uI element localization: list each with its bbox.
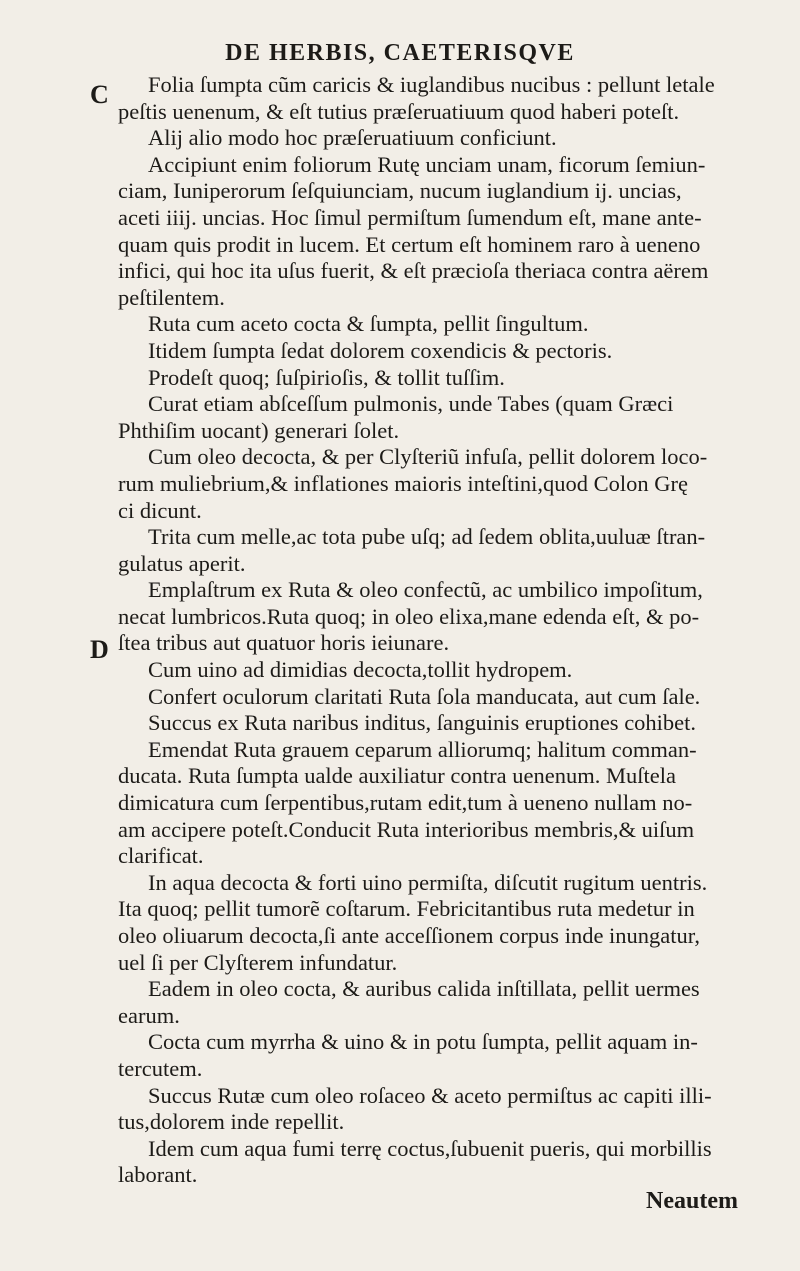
text-line: Prodeſt quoq; ſuſpirioſis, & tollit tuſſim.: [148, 364, 505, 390]
text-line: uel ſi per Clyſterem infundatur.: [118, 949, 398, 975]
text-line: Folia ſumpta cũm caricis & iuglandibus nucibus : pellunt letale: [148, 72, 715, 97]
text-line: Ruta cum aceto cocta & ſumpta, pellit ſingultum.: [148, 311, 589, 337]
catchword: Neautem: [646, 1188, 738, 1214]
text-line: Accipiunt enim foliorum Rutę unciam unam, ficorum ſemiun-: [148, 151, 706, 177]
text-line: Cocta cum myrrha & uino & in potu ſumpta, pellit aquam in-: [148, 1029, 698, 1055]
text-line: gulatus aperit.: [118, 550, 246, 576]
text-line: ci dicunt.: [118, 497, 202, 523]
text-line: tus,dolorem inde repellit.: [118, 1109, 345, 1135]
text-line: quam quis prodit in lucem. Et certum eſt hominem raro à ueneno: [118, 231, 701, 257]
text-line: infici, qui hoc ita uſus fuerit, & eſt præcioſa theriaca contra aërem: [118, 258, 709, 284]
text-line: ſtea tribus aut quatuor horis ieiunare.: [118, 630, 450, 656]
text-line: ducata. Ruta ſumpta ualde auxiliatur contra uenenum. Muſtela: [118, 763, 676, 789]
text-line: tercutem.: [118, 1055, 203, 1081]
text-line: Succus ex Ruta naribus inditus, ſanguinis eruptiones cohibet.: [148, 710, 697, 736]
text-line: Eadem in oleo cocta, & auribus calida inſtillata, pellit uermes: [148, 976, 700, 1002]
text-line: Cum uino ad dimidias decocta,tollit hydropem.: [148, 657, 573, 683]
text-line: Succus Rutæ cum oleo roſaceo & aceto permiſtus ac capiti illi-: [148, 1082, 712, 1108]
text-line: peſtis uenenum, & eſt tutius præſeruatiuum quod haberi poteſt.: [118, 98, 680, 124]
running-header: DE HERBIS, CAETERISQVE: [225, 40, 575, 66]
text-line: Phthiſim uocant) generari ſolet.: [118, 417, 400, 443]
text-line: aceti iiij. uncias. Hoc ſimul permiſtum ſumendum eſt, mane ante-: [118, 204, 702, 230]
text-line: Trita cum melle,ac tota pube uſq; ad ſedem oblita,uuluæ ſtran-: [148, 524, 706, 550]
text-line: dimicatura cum ſerpentibus,rutam edit,tum à ueneno nullam no-: [118, 790, 693, 816]
text-line: Itidem ſumpta ſedat dolorem coxendicis & pectoris.: [148, 337, 613, 363]
text-line: Emendat Ruta grauem ceparum alliorumq; halitum comman-: [148, 736, 697, 762]
body-text: [118, 72, 758, 1189]
margin-letter-d: D: [90, 635, 109, 664]
text-line: ciam, Iuniperorum ſeſquiunciam, nucum iuglandium ij. uncias,: [118, 178, 682, 204]
text-line: Alij alio modo hoc præſeruatiuum conficiunt.: [148, 125, 557, 151]
text-line: Idem cum aqua fumi terrę coctus,ſubuenit pueris, qui morbillis: [148, 1135, 712, 1161]
margin-letter-c: C: [90, 80, 109, 109]
text-line: peſtilentem.: [118, 284, 225, 310]
text-line: Curat etiam abſceſſum pulmonis, unde Tabes (quam Græci: [148, 391, 674, 417]
text-line: Cum oleo decocta, & per Clyſteriũ infuſa, pellit dolorem loco-: [148, 444, 708, 470]
text-line: earum.: [118, 1002, 180, 1028]
text-line: oleo oliuarum decocta,ſi ante acceſſionem corpus inde inungatur,: [118, 923, 701, 948]
text-line: necat lumbricos.Ruta quoq; in oleo elixa,mane edenda eſt, & po-: [118, 603, 700, 629]
text-line: clarificat.: [118, 843, 204, 869]
text-line: laborant.: [118, 1162, 198, 1188]
text-line: Confert oculorum claritati Ruta ſola manducata, aut cum ſale.: [148, 683, 701, 709]
text-line: Ita quoq; pellit tumorẽ coſtarum. Febricitantibus ruta medetur in: [118, 896, 695, 922]
text-line: rum muliebrium,& inflationes maioris inteſtini,quod Colon Grę: [118, 470, 688, 496]
text-line: am accipere poteſt.Conducit Ruta interioribus membris,& uiſum: [118, 816, 695, 842]
text-line: Emplaſtrum ex Ruta & oleo confectũ, ac umbilico impoſitum,: [148, 577, 703, 603]
text-line: In aqua decocta & forti uino permiſta, diſcutit rugitum uentris.: [148, 869, 708, 895]
